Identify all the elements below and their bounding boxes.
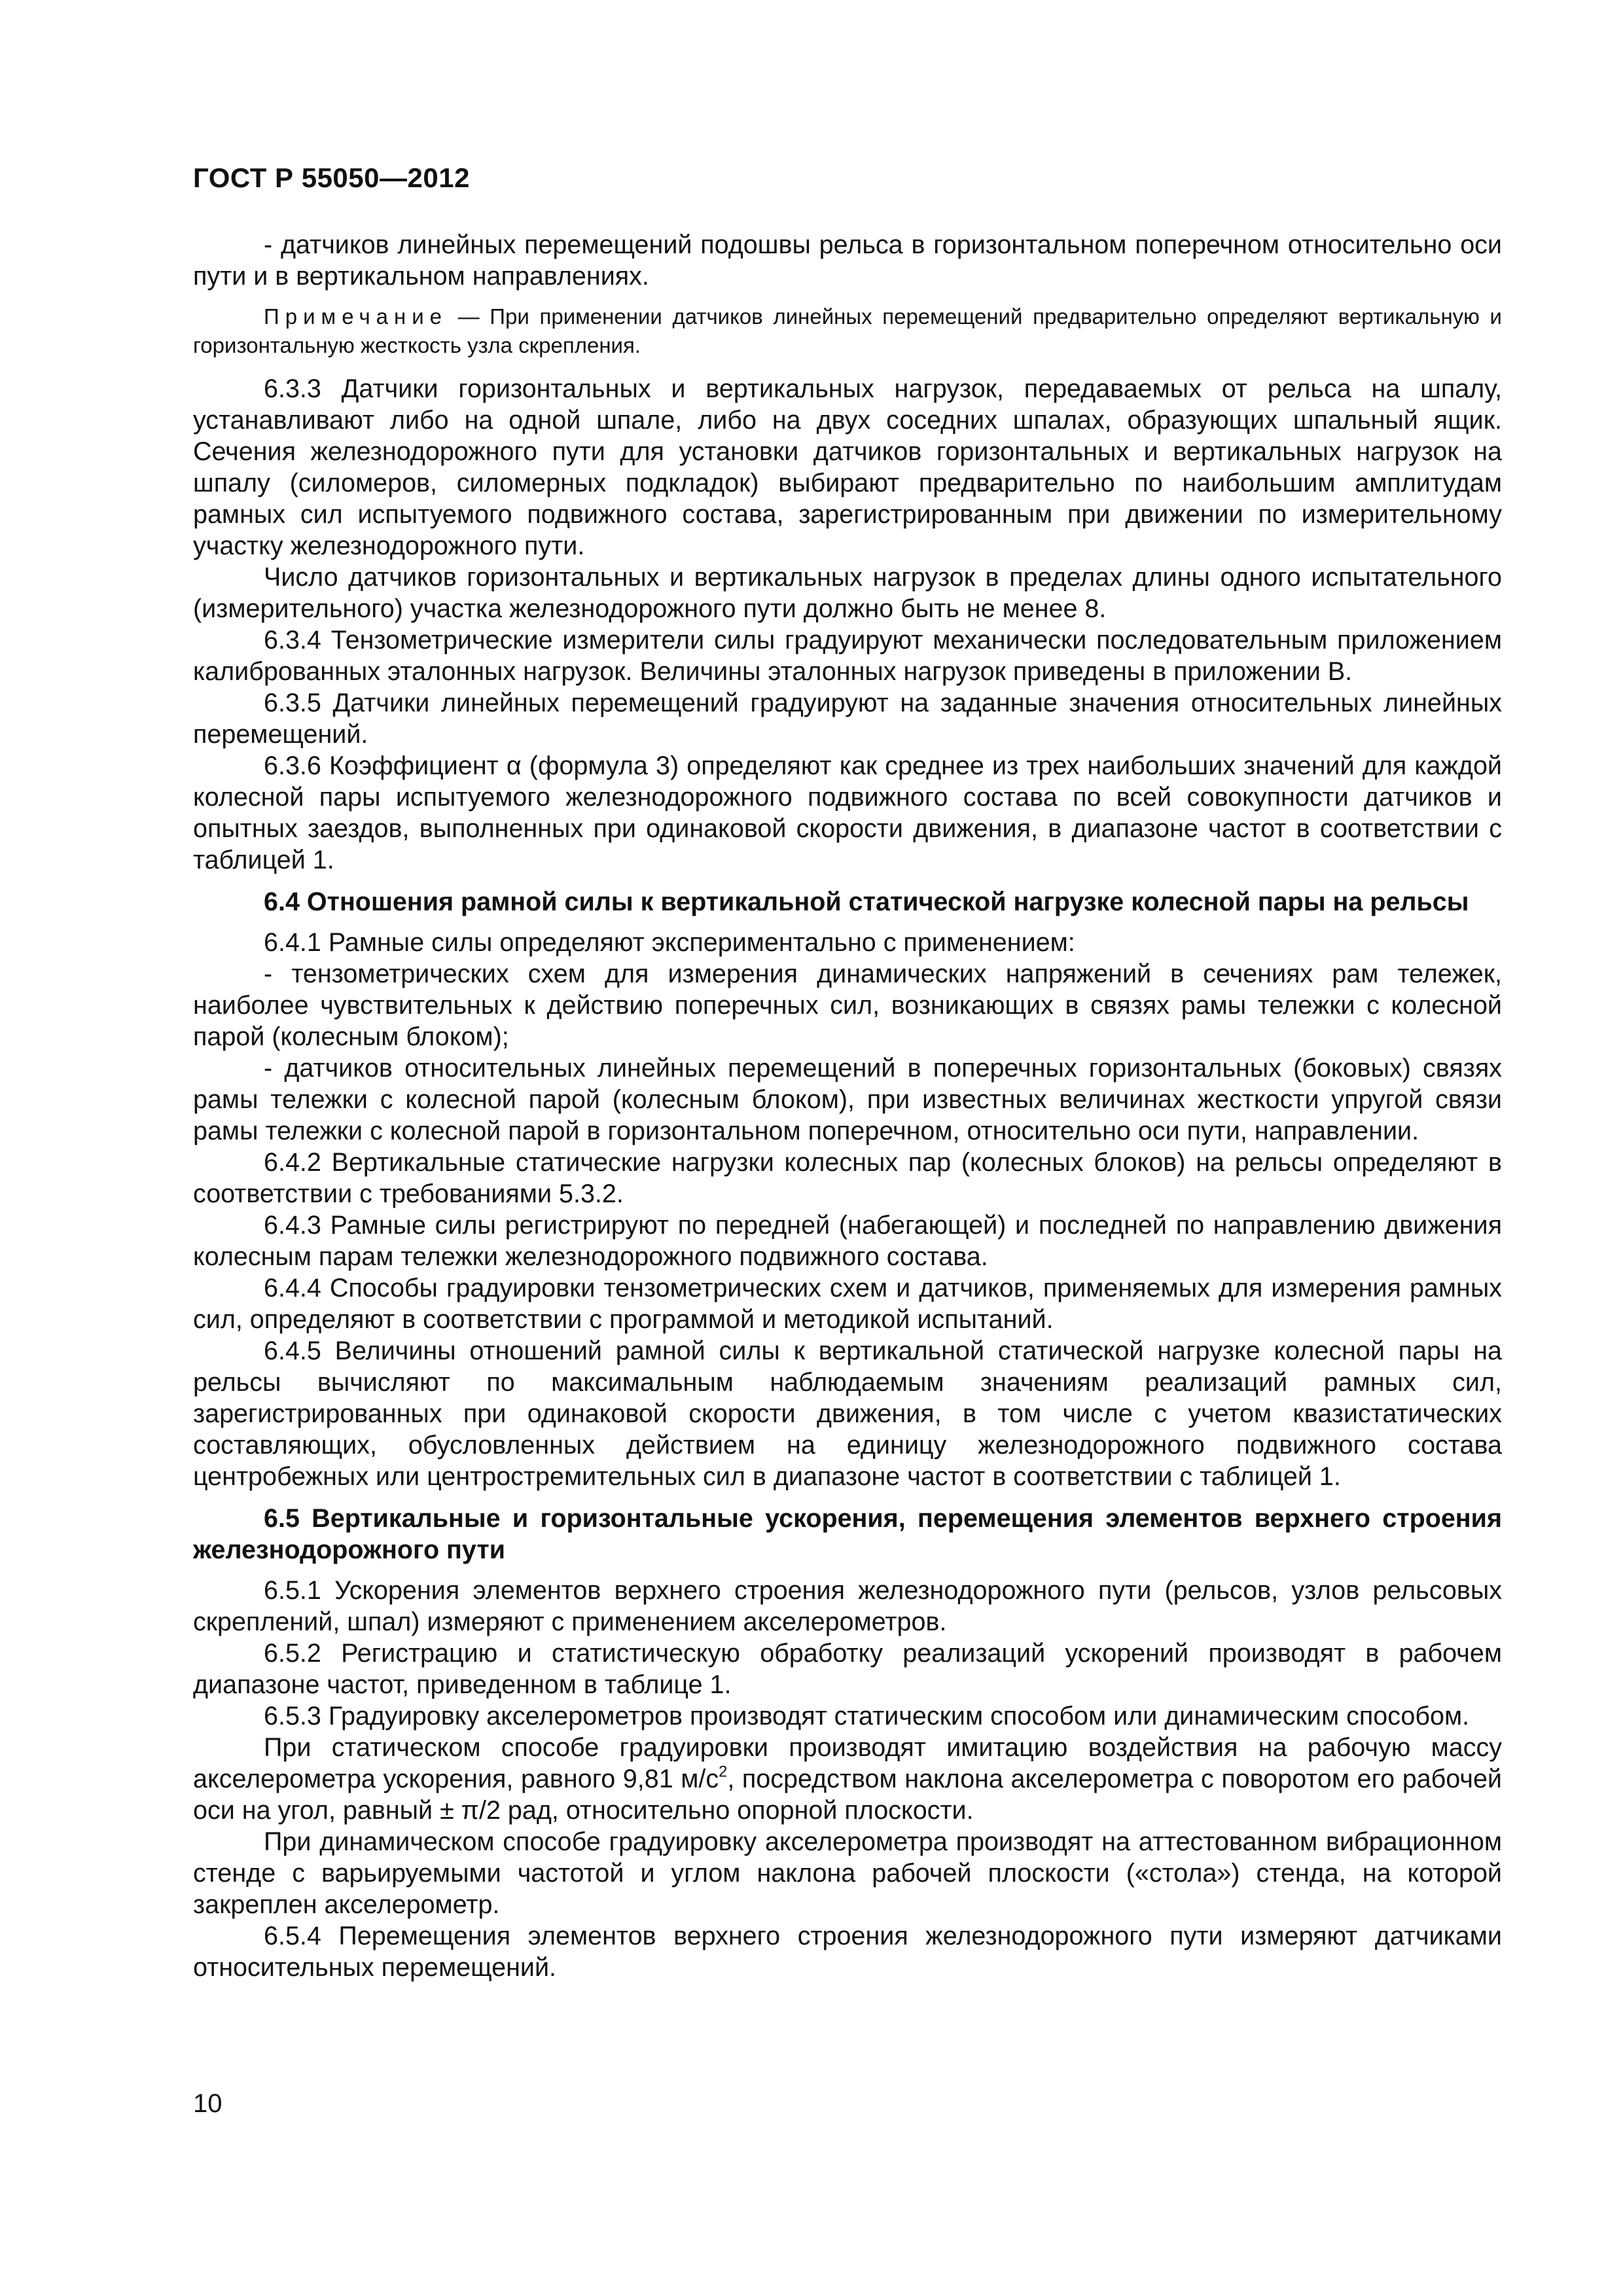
note-paragraph [193,302,1502,360]
clause-6-4-1-item-a: - тензометрических схем для измерения динамических напряжений в сечениях рам тележек, наиболее чувствительных к действию поперечных сил, возникающих в связях рамы тележки с колесной парой (колесным блоком); [193,960,1502,1051]
superscript-exponent: 2 [719,1763,728,1781]
clause-6-5-4: 6.5.4 Перемещения элементов верхнего строения железнодорожного пути измеряют датчиками относительных перемещений. [193,1922,1502,1982]
static-text-pre: При статическом способе градуировки производят имитацию воздействия на рабочую массу акселерометра ускорения, равного 9,81 м/с [193,1733,1502,1793]
clause-6-5-1: 6.5.1 Ускорения элементов верхнего строения железнодорожного пути (рельсов, узлов рельсовых скреплений, шпал) измеряют с применением акселерометров. [193,1576,1502,1636]
clause-6-4-1-item-b: - датчиков относительных линейных перемещений в поперечных горизонтальных (боковых) связях рамы тележки с колесной парой (колесным блоком), при известных величинах жесткости упругой связи рамы тележки с колесной парой в горизонтальном поперечном, относительно оси пути, направлении. [193,1054,1502,1145]
clause-6-5-3-dynamic: При динамическом способе градуировку акселерометра производят на аттестованном вибрационном стенде с варьируемыми частотой и углом наклона рабочей плоскости («стола») стенда, на которой закреплен акселерометр. [193,1827,1502,1919]
clause-6-4-4: 6.4.4 Способы градуировки тензометрических схем и датчиков, применяемых для измерения рамных сил, определяют в соответствии с программой и методикой испытаний. [193,1274,1502,1334]
paragraph-list-item: - датчиков линейных перемещений подошвы рельса в горизонтальном поперечном относительно оси пути и в вертикальном направлениях. [193,230,1502,291]
note-label: Примечание [264,304,448,329]
clause-6-3-3-continuation: Число датчиков горизонтальных и вертикальных нагрузок в пределах длины одного испытательного (измерительного) участка железнодорожного пути должно быть не менее 8. [193,563,1502,623]
clause-6-4-2: 6.4.2 Вертикальные статические нагрузки колесных пар (колесных блоков) на рельсы определяют в соответствии с требованиями 5.3.2. [193,1148,1502,1208]
clause-6-5-3-static [193,1732,1502,1826]
clause-6-3-3: 6.3.3 Датчики горизонтальных и вертикальных нагрузок, передаваемых от рельса на шпалу, устанавливают либо на одной шпале, либо на двух соседних шпалах, образующих шпальный ящик. Сечения железнодорожного пути для установки датчиков горизонтальных и вертикальных нагрузок на шпалу (силомеров, силомерных подкладок) выбирают предварительно по наибольшим амплитудам рамных сил испытуемого подвижного состава, зарегистрированным при движении по измерительному участку железнодорожного пути. [193,374,1502,560]
section-heading-6-5: 6.5 Вертикальные и горизонтальные ускорения, перемещения элементов верхнего строения железнодорожного пути [193,1504,1502,1564]
note-text: — При применении датчиков линейных перемещений предварительно определяют вертикальную и горизонтальную жесткость узла скрепления. [193,304,1502,357]
clause-6-5-2: 6.5.2 Регистрацию и статистическую обработку реализаций ускорений производят в рабочем диапазоне частот, приведенном в таблице 1. [193,1639,1502,1699]
section-heading-6-4: 6.4 Отношения рамной силы к вертикальной статической нагрузке колесной пары на рельсы [264,888,1469,916]
clause-6-4-3: 6.4.3 Рамные силы регистрируют по передней (набегающей) и последней по направлению движения колесным парам тележки железнодорожного подвижного состава. [193,1211,1502,1271]
document-body [193,229,1502,1983]
clause-6-4-1: 6.4.1 Рамные силы определяют экспериментально с применением: [264,928,1075,957]
clause-6-3-6: 6.3.6 Коэффициент α (формула 3) определяют как среднее из трех наибольших значений для каждой колесной пары испытуемого железнодорожного подвижного состава по всей совокупности датчиков и опытных заездов, выполненных при одинаковой скорости движения, в диапазоне частот в соответствии с таблицей 1. [193,751,1502,874]
static-text-post: , посредством наклона акселерометра с поворотом его рабочей оси на угол, равный ± π/2 рад, относительно опорной плоскости. [193,1765,1502,1825]
clause-6-3-5: 6.3.5 Датчики линейных перемещений градуируют на заданные значения относительных линейных перемещений. [193,689,1502,749]
document-header: ГОСТ Р 55050—2012 [193,162,470,193]
page-number: 10 [193,2089,223,2118]
clause-6-3-4: 6.3.4 Тензометрические измерители силы градуируют механически последовательным приложением калиброванных эталонных нагрузок. Величины эталонных нагрузок приведены в приложении В. [193,626,1502,686]
clause-6-4-5: 6.4.5 Величины отношений рамной силы к вертикальной статической нагрузке колесной пары на рельсы вычисляют по максимальным наблюдаемым значениям реализаций рамных сил, зарегистрированных при одинаковой скорости движения, в том числе с учетом квазистатических составляющих, обусловленных действием на единицу железнодорожного подвижного состава центробежных или центростремительных сил в диапазоне частот в соответствии с таблицей 1. [193,1336,1502,1491]
clause-6-5-3: 6.5.3 Градуировку акселерометров производят статическим способом или динамическим способом. [264,1702,1470,1731]
